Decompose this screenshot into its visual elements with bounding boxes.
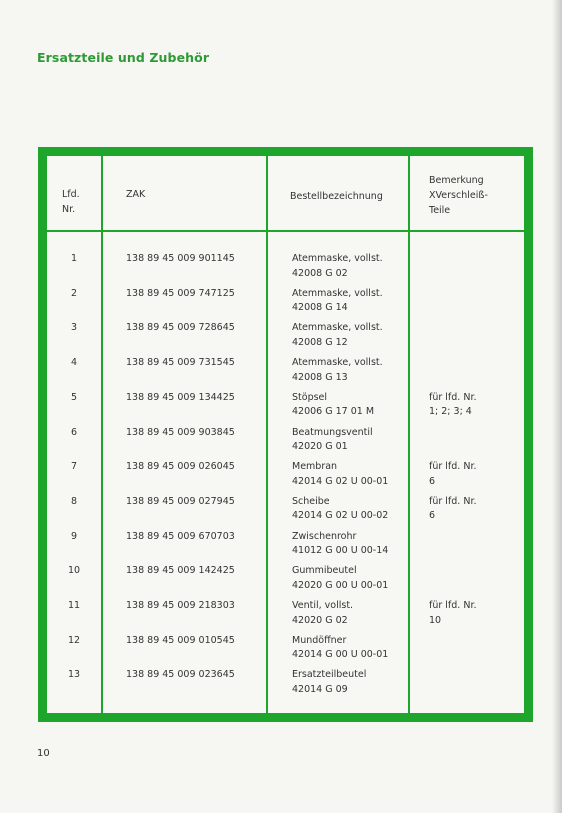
row-bemerkung-line1: für lfd. Nr. [429, 495, 477, 507]
row-zak: 138 89 45 009 747125 [126, 287, 235, 299]
row-bestell-code: 42006 G 17 01 M [292, 406, 375, 418]
row-bestell-code: 41012 G 00 U 00-14 [292, 545, 389, 557]
header-nr-line: Nr. [62, 204, 76, 215]
row-bestell-name: Atemmaske, vollst. [292, 253, 383, 264]
row-zak: 138 89 45 009 728645 [126, 322, 235, 334]
row-bestell-name: Ersatzteilbeutel [292, 669, 367, 681]
row-zak: 138 89 45 009 731545 [126, 357, 235, 369]
row-lfd-nr: 7 [70, 461, 78, 473]
page-edge-shadow [552, 0, 562, 813]
row-bestellbezeichnung [292, 668, 366, 697]
row-lfd-nr: 9 [70, 530, 78, 542]
row-zak: 138 89 45 009 023645 [126, 669, 235, 681]
row-bestell-code: 42008 G 14 [292, 302, 348, 314]
table-row [47, 495, 524, 530]
page-title: Ersatzteile und Zubehör [37, 50, 210, 65]
row-bemerkung-line2: 6 [429, 510, 436, 522]
table-row [47, 599, 524, 634]
header-lfd-nr [62, 187, 80, 217]
row-zak: 138 89 45 009 027945 [126, 495, 235, 507]
header-teile-line: Teile [429, 205, 451, 216]
row-lfd-nr: 12 [67, 634, 81, 646]
table-row [47, 321, 524, 356]
header-lfd-line: Lfd. [62, 189, 80, 200]
table-row [47, 287, 524, 322]
row-bemerkung-line1: für lfd. Nr. [429, 391, 477, 403]
row-lfd-nr: 6 [70, 426, 78, 438]
row-bestellbezeichnung [292, 599, 353, 628]
table-row [47, 391, 524, 426]
row-bestell-code: 42020 G 01 [292, 441, 348, 452]
row-bemerkung-line1: für lfd. Nr. [429, 600, 477, 611]
row-bestellbezeichnung [292, 391, 374, 420]
header-verschleiss-line: XVerschleiß- [429, 190, 488, 201]
row-bemerkung-line2: 10 [429, 614, 442, 626]
row-bemerkung-line1: für lfd. Nr. [429, 461, 477, 473]
row-bestell-code: 42008 G 12 [292, 336, 348, 348]
row-lfd-nr: 5 [70, 391, 78, 403]
row-bestell-code: 42020 G 02 [292, 614, 348, 626]
row-zak: 138 89 45 009 010545 [126, 634, 235, 646]
row-bestellbezeichnung [292, 426, 373, 455]
table-row [47, 668, 524, 703]
row-bestell-code: 42014 G 02 U 00-02 [292, 510, 389, 522]
row-bemerkung-line2: 1; 2; 3; 4 [429, 406, 472, 418]
row-bestell-code: 42014 G 02 U 00-01 [292, 475, 389, 487]
row-zak: 138 89 45 009 134425 [126, 391, 235, 403]
row-bestellbezeichnung [292, 460, 388, 489]
row-zak: 138 89 45 009 901145 [126, 253, 235, 264]
row-bestell-name: Atemmaske, vollst. [292, 322, 383, 334]
row-lfd-nr: 13 [67, 669, 81, 681]
table-row [47, 634, 524, 669]
row-lfd-nr: 2 [70, 287, 78, 299]
row-bestell-code: 42008 G 13 [292, 371, 348, 383]
row-lfd-nr: 1 [70, 253, 78, 264]
row-bestell-name: Zwischenrohr [292, 530, 357, 542]
row-bemerkung [429, 460, 477, 489]
row-bestellbezeichnung [292, 356, 383, 385]
header-bemerkung [429, 173, 488, 218]
row-zak: 138 89 45 009 026045 [126, 461, 235, 473]
row-bestell-name: Ventil, vollst. [292, 600, 354, 611]
row-bemerkung [429, 391, 477, 420]
row-lfd-nr: 10 [67, 565, 81, 577]
row-zak: 138 89 45 009 670703 [126, 530, 235, 542]
table-row [47, 252, 524, 287]
row-bestellbezeichnung [292, 634, 388, 663]
row-bestellbezeichnung [292, 321, 383, 350]
row-bestellbezeichnung [292, 530, 388, 559]
header-divider [47, 230, 524, 232]
row-bestell-name: Gummibeutel [292, 565, 357, 577]
row-zak: 138 89 45 009 142425 [126, 565, 235, 577]
row-zak: 138 89 45 009 903845 [126, 426, 235, 438]
table-row [47, 460, 524, 495]
row-bestell-name: Beatmungsventil [292, 426, 373, 438]
row-lfd-nr: 11 [67, 600, 81, 611]
header-bestellbezeichnung: Bestellbezeichnung [290, 191, 383, 202]
row-bemerkung [429, 599, 477, 628]
table-row [47, 356, 524, 391]
row-bestell-name: Stöpsel [292, 391, 328, 403]
row-bestell-name: Mundöffner [292, 634, 347, 646]
row-bestellbezeichnung [292, 495, 388, 524]
row-bestell-name: Membran [292, 461, 338, 473]
row-bemerkung [429, 495, 477, 524]
row-bestell-name: Scheibe [292, 495, 330, 507]
page-number: 10 [37, 748, 50, 759]
row-bestellbezeichnung [292, 564, 388, 593]
row-lfd-nr: 8 [70, 495, 78, 507]
row-zak: 138 89 45 009 218303 [126, 600, 235, 611]
row-lfd-nr: 4 [70, 357, 78, 369]
parts-table [38, 147, 533, 722]
row-bestellbezeichnung [292, 287, 383, 316]
row-bestell-code: 42014 G 09 [292, 683, 348, 695]
row-lfd-nr: 3 [70, 322, 78, 334]
header-zak: ZAK [126, 189, 146, 200]
row-bestell-name: Atemmaske, vollst. [292, 357, 383, 369]
table-body [47, 156, 524, 713]
header-bemerkung-line: Bemerkung [429, 175, 484, 186]
table-row [47, 530, 524, 565]
table-row [47, 426, 524, 461]
row-bemerkung-line2: 6 [429, 475, 436, 487]
row-bestellbezeichnung [292, 252, 383, 281]
row-bestell-code: 42008 G 02 [292, 267, 348, 279]
row-bestell-code: 42020 G 00 U 00-01 [292, 579, 389, 591]
row-bestell-name: Atemmaske, vollst. [292, 287, 383, 299]
table-row [47, 564, 524, 599]
row-bestell-code: 42014 G 00 U 00-01 [292, 649, 389, 661]
